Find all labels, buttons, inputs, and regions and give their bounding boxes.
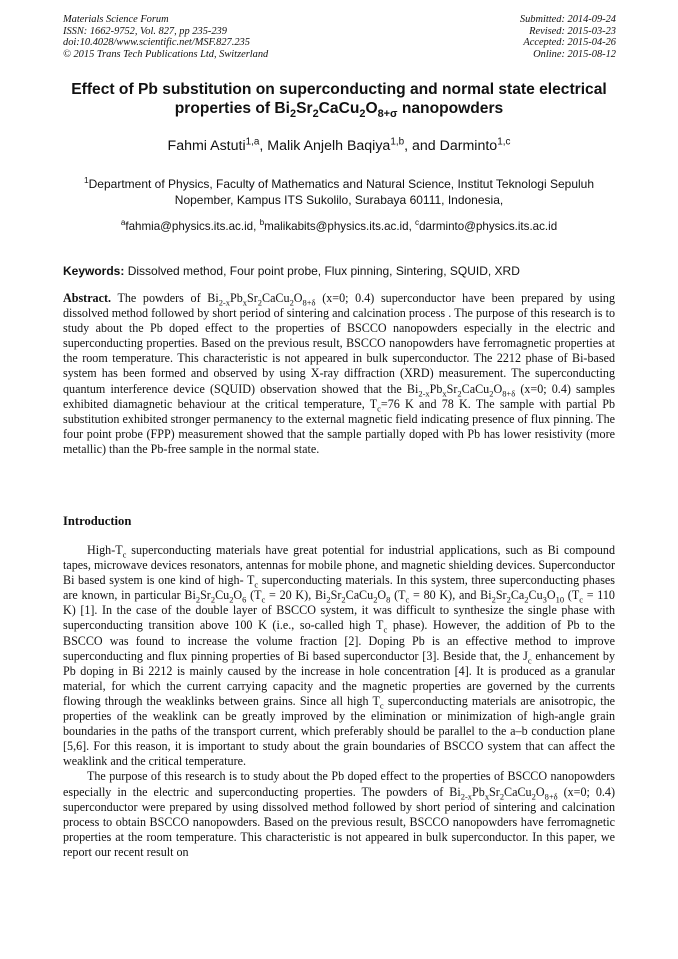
publication-dates — [520, 14, 616, 60]
journal-info — [63, 14, 268, 60]
intro-paragraph-2: The purpose of this research is to study about the Pb doped effect to the properties of BSCCO nanopowders especially in the electric and superconducting properties. The powders of $Bi_{2-x}Pb_xSr_2CaCu_2O_{8+\delta}$ (x=0; 0.4) superconductor were prepared by using dissolved method followed by short period of sintering and calcination process to obtain BSCCO nanopowders. Based on the previous result, BSCCO nanopowders have ferromagnetic properties at the room temperature. This characteristic is not appeared in bulk superconductor. In this paper, we report our recent result on — [63, 769, 615, 859]
abstract-label: Abstract. — [63, 291, 112, 305]
affiliation: $^1$Department of Physics, Faculty of Mathematics and Natural Science, Institut Teknologi Sepuluh Nopember, Kampus ITS Sukolilo, Surabaya 60111, Indonesia, — [83, 175, 595, 207]
introduction-body — [63, 543, 615, 860]
keywords-label: Keywords: — [63, 264, 125, 278]
author-sup: 1,c — [497, 136, 511, 148]
title-line-2: properties of $Bi_2Sr_2CaCu_2O_{8+\sigma}$ nanopowders — [174, 100, 504, 121]
intro-paragraph-1: High-$T_c$ superconducting materials have great potential for industrial applications, such as Bi compound tapes, microwave devices resonators, antennas for mobile phone, and magnetic shielding devices. Superconductor Bi based system is one kind of high- $T_c$ superconducting materials. In this system, three superconducting phases are known, in particular $Bi_2Sr_2Cu_2O_6$ ($T_c = 20$ K), $Bi_2Sr_2CaCu_2O_8$ ($T_c = 80$ K), and $Bi_2Sr_2Ca_2Cu_3O_{10}$ ($T_c = 110$ K) [1]. In the case of the double layer of BSCCO system, it was difficult to synthesize the single phase with superconducting transition above 100 K (i.e., so-called high $T_c$ phase). However, the addition of Pb to the BSCCO was found to increase the volume fraction [2]. Doping Pb is an effective method to improve superconducting and flux pinning properties of Bi based superconductor [3]. Beside that, the $J_c$ enhancement by Pb doping in Bi 2212 is mainly caused by the increase in hole concentration [4]. It is produced as a granular material, for which the current carrying capacity and the magnetic properties are governed by the currents flowing through the weaklinks between grains. Since all high $T_c$ superconducting materials are anisotropic, the properties of the weaklink can be greatly improved by the elimination or minimization of high-angle grain boundaries in the paths of the transport current, which preferably should be parallel to the a–b conduction plane [5,6]. For this reason, it is important to study about the grain boundaries of BSCCO system that can affect the weaklink and the critical temperature. — [63, 543, 616, 769]
email-link[interactable]: fahmia@physics.its.ac.id — [125, 220, 254, 233]
abstract: Abstract. The powders of $Bi_{2-x}Pb_xSr_2CaCu_2O_{8+\delta}$ (x=0; 0.4) superconductor have been prepared by using dissolved method followed by short period of sintering and calcination process . The purpose of this research is to study about the Pb doped effect to the properties of BSCCO nanopowders especially in the electric and superconducting properties. Based on the previous result, BSCCO nanopowders have ferromagnetic properties at the room temperature. This characteristic is not appeared in bulk superconductor. The 2212 phase of Bi-based system has been formed and observed by using X-ray diffraction (XRD) measurement. The superconducting quantum interference device (SQUID) observation showed that the $Bi_{2-x}Pb_xSr_2CaCu_2O_{8+\delta}$ (x=0; 0.4) samples exhibited diamagnetic behaviour at the critical temperature, $T_c=76$ K and 78 K. The sample with partial Pb substitution exhibited stronger permanency to the external magnetic field indicating presence of flux pinning. The four point probe (FPP) measurement showed that the sample partially doped with Pb has lower resistivity (more metallic) than the Pb-free sample in the normal state. — [63, 291, 615, 456]
journal-issn: ISSN: 1662-9752, Vol. 827, pp 235-239 — [63, 25, 227, 37]
date-online: Online: 2015-08-12 — [533, 48, 616, 60]
email-link[interactable]: malikabits@physics.its.ac.id — [264, 220, 409, 233]
keywords — [63, 264, 615, 278]
journal-copyright: © 2015 Trans Tech Publications Ltd, Switzerland — [63, 48, 269, 60]
email-link[interactable]: darminto@physics.its.ac.id — [419, 220, 558, 233]
author-list: Fahmi Astuti$^{1,a}$, Malik Anjelh Baqiya$^{1,b}$, and Darminto$^{1,c}$ — [167, 136, 511, 154]
author-name: Fahmi Astuti — [167, 138, 246, 154]
date-accepted: Accepted: 2015-04-26 — [523, 37, 616, 49]
author-sup: 1,a — [245, 136, 260, 148]
date-revised: Revised: 2015-03-23 — [529, 25, 616, 37]
keywords-text: Dissolved method, Four point probe, Flux pinning, Sintering, SQUID, XRD — [124, 264, 520, 278]
journal-name: Materials Science Forum — [63, 14, 169, 25]
paper-title — [40, 80, 638, 121]
author-name: Malik Anjelh Baqiya — [267, 138, 391, 154]
title-line-1: Effect of Pb substitution on superconducting and normal state electrical — [71, 81, 607, 98]
introduction-heading: Introduction — [63, 514, 132, 528]
author-sup: 1,b — [390, 136, 405, 148]
date-submitted: Submitted: 2014-09-24 — [519, 14, 616, 25]
author-emails: $^a$fahmia@physics.its.ac.id, $^b$malikabits@physics.its.ac.id, $^c$darminto@physics.its.ac.id — [120, 218, 558, 233]
author-name: Darminto — [439, 138, 498, 154]
journal-doi: doi:10.4028/www.scientific.net/MSF.827.235 — [63, 37, 250, 49]
